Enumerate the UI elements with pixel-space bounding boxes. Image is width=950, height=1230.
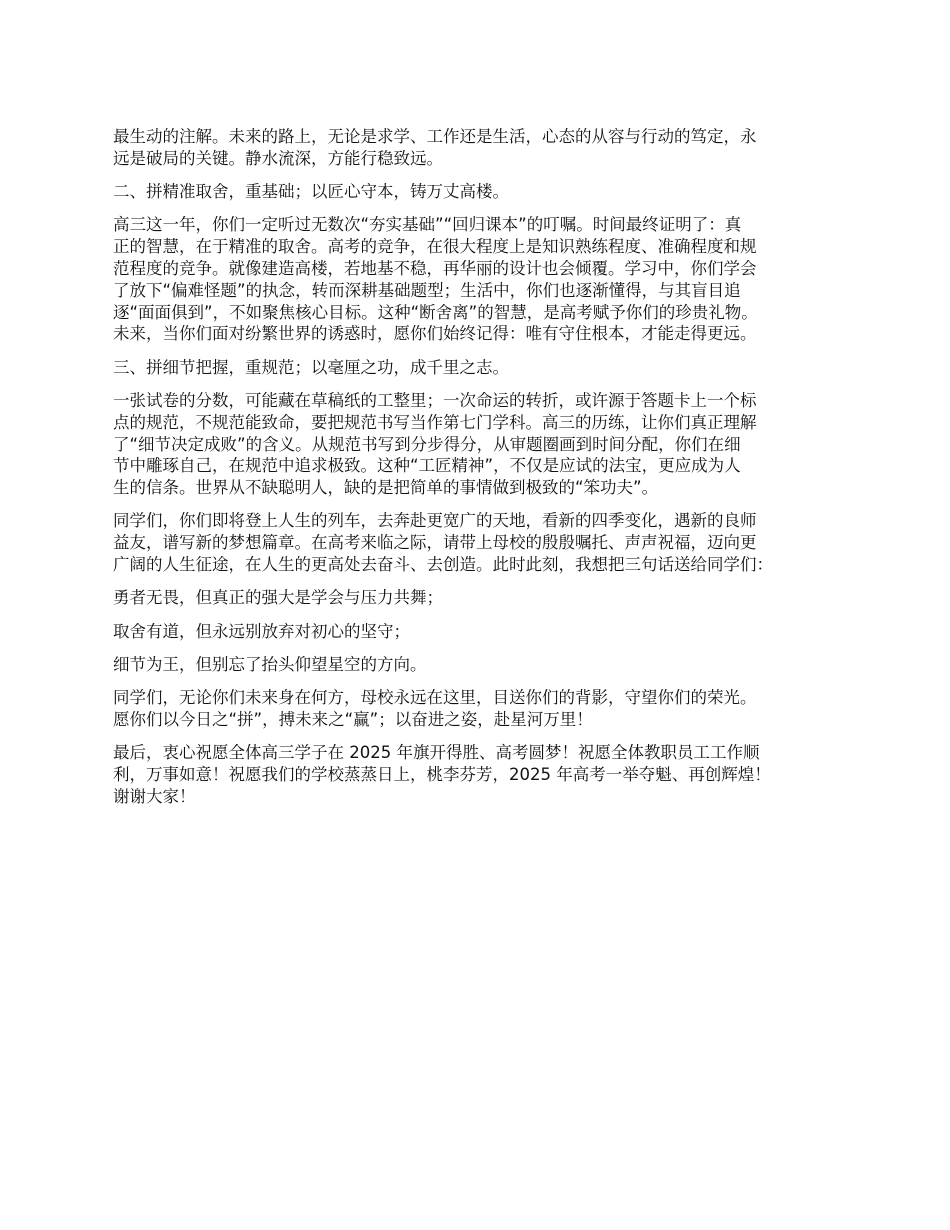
paragraph [113,654,853,676]
text-line: 细节为王，但别忘了抬头仰望星空的方向。 [113,654,427,674]
text-line: 一张试卷的分数，可能藏在草稿纸的工整里；一次命运的转折，或许源于答题卡上一个标 [113,390,757,410]
document-page [113,126,853,819]
text-line: 高三这一年，你们一定听过无数次“夯实基础”“回归课本”的叮嘱。时间最终证明了：真 [113,215,742,235]
text-line: 逐“面面俱到”，不如聚焦核心目标。这种“断舍离”的智慧，是高考赋予你们的珍贵礼物。 [113,302,758,322]
text-line: 未来，当你们面对纷繁世界的诱惑时，愿你们始终记得：唯有守住根本，才能走得更远。 [113,324,757,344]
text-line: 了放下“偏难怪题”的执念，转而深耕基础题型；生活中，你们也逐渐懂得，与其盲目追 [113,280,741,300]
text-line: 最生动的注解。未来的路上，无论是求学、工作还是生活，心态的从容与行动的笃定，永 [113,127,757,146]
text-line: 谢谢大家！ [113,786,196,806]
text-line: 远是破局的关键。静水流深，方能行稳致远。 [113,148,443,168]
paragraph [113,126,853,170]
text-line: 同学们，无论你们未来身在何方，母校永远在这里，目送你们的背影，守望你们的荣光。 [113,688,757,708]
paragraph [113,510,853,575]
text-line: 广阔的人生征途，在人生的更高处去奋斗、去创造。此时此刻，我想把三句话送给同学们： [113,555,773,575]
text-line: 三、拼细节把握，重规范；以毫厘之功，成千里之志。 [113,357,509,377]
text-line: 点的规范，不规范能致命，要把规范书写当作第七门学科。高三的历练，让你们真正理解 [113,412,757,432]
text-line: 同学们，你们即将登上人生的列车，去奔赴更宽广的天地，看新的四季变化，遇新的良师 [113,511,757,531]
section-heading [113,357,853,379]
paragraph [113,621,853,643]
paragraph [113,214,853,345]
section-heading [113,181,853,203]
text-line: 利，万事如意！祝愿我们的学校蒸蒸日上，桃李芬芳，2025 年高考一举夺魁、再创辉煌！ [113,765,771,785]
text-line: 勇者无畏，但真正的强大是学会与压力共舞； [113,588,443,608]
text-line: 最后，衷心祝愿全体高三学子在 2025 年旗开得胜、高考圆梦！祝愿全体教职员工工作顺 [113,743,760,763]
paragraph [113,742,853,807]
paragraph [113,390,853,499]
text-line: 益友，谱写新的梦想篇章。在高考来临之际，请带上母校的殷殷嘱托、声声祝福，迈向更 [113,533,757,553]
text-line: 二、拼精准取舍，重基础；以匠心守本，铸万丈高楼。 [113,182,509,202]
paragraph [113,687,853,731]
text-line: 节中雕琢自己，在规范中追求极致。这种“工匠精神”，不仅是应试的法宝，更应成为人 [113,456,741,476]
text-line: 了“细节决定成败”的含义。从规范书写到分步得分，从审题圈画到时间分配，你们在细 [113,434,741,454]
text-line: 正的智慧，在于精准的取舍。高考的竞争，在很大程度上是知识熟练程度、准确程度和规 [113,237,757,257]
text-line: 范程度的竞争。就像建造高楼，若地基不稳，再华丽的设计也会倾覆。学习中，你们学会 [113,258,757,278]
paragraph [113,587,853,609]
text-line: 生的信条。世界从不缺聪明人，缺的是把简单的事情做到极致的“笨功夫”。 [113,478,659,498]
text-line: 愿你们以今日之“拼”，搏未来之“赢”；以奋进之姿，赴星河万里！ [113,710,593,730]
text-line: 取舍有道，但永远别放弃对初心的坚守； [113,621,410,641]
